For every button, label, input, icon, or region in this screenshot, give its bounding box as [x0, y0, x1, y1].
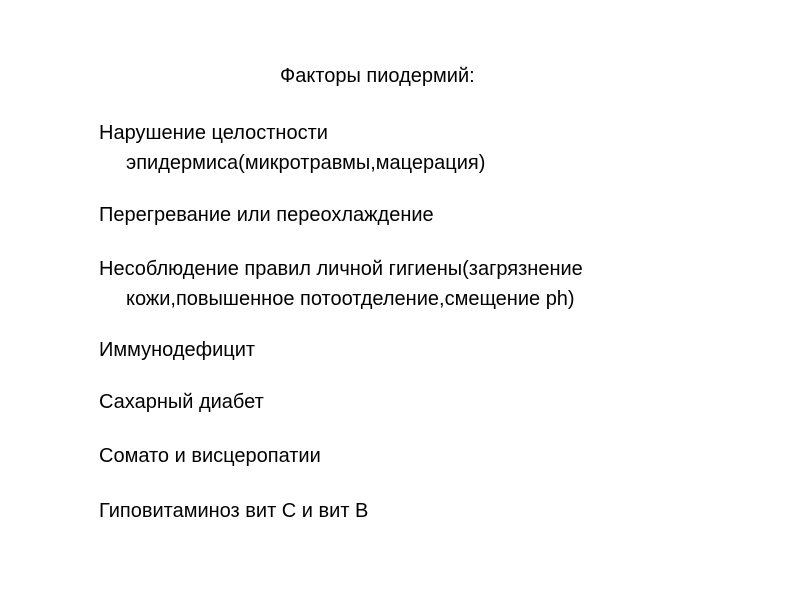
list-item-line: Несоблюдение правил личной гигиены(загрязнение	[99, 258, 583, 280]
list-item-line-continued: кожи,повышенное потоотделение,смещение ph)	[126, 288, 575, 310]
list-item	[99, 118, 739, 178]
list-item-line: Гиповитаминоз вит С и вит В	[99, 500, 369, 522]
list-item	[99, 335, 739, 365]
list-item-line: Сахарный диабет	[99, 391, 264, 413]
slide-title	[0, 64, 794, 88]
list-item-line: Сомато и висцеропатии	[99, 445, 321, 467]
list-item-line: Иммунодефицит	[99, 339, 256, 361]
list-item	[99, 441, 739, 471]
list-item-line: Нарушение целостности	[99, 122, 328, 144]
list-item-line: Перегревание или переохлаждение	[99, 204, 434, 226]
list-item	[99, 387, 739, 417]
list-item-line-continued: эпидермиса(микротравмы,мацерация)	[126, 152, 486, 174]
list-item	[99, 254, 739, 314]
slide-title-text: Факторы пиодермий:	[280, 65, 475, 87]
list-item	[99, 496, 739, 526]
list-item	[99, 200, 739, 230]
